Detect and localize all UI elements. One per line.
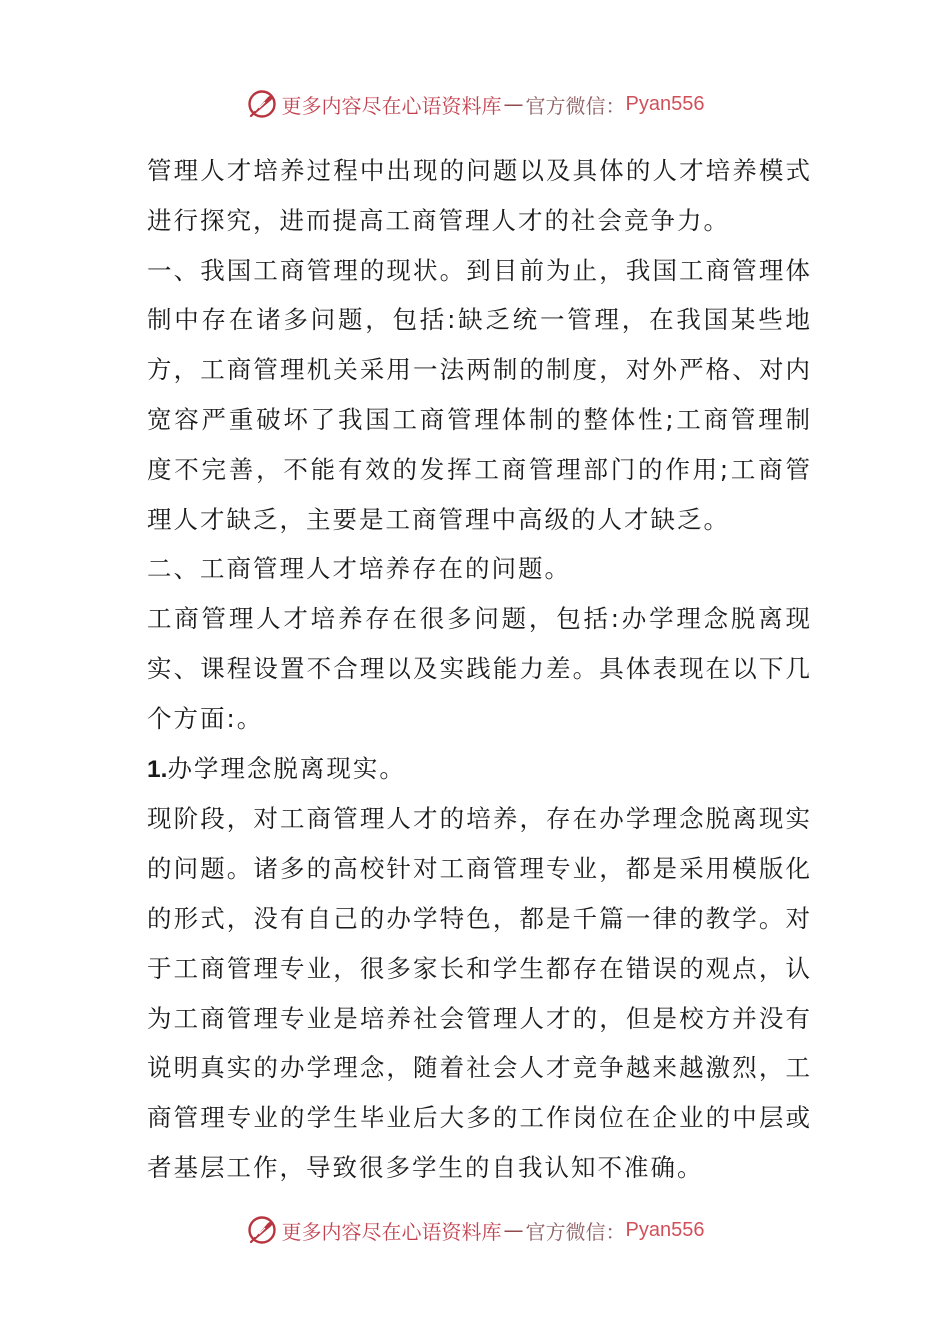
document-body — [147, 146, 812, 1193]
wechat-label: 官方微信： — [525, 1219, 626, 1244]
subheading-number: 1. — [147, 755, 168, 783]
site-name: 更多内容尽在心语资料库 — [281, 93, 502, 118]
separator-dash: — — [503, 92, 524, 116]
wechat-label: 官方微信： — [525, 93, 626, 118]
wechat-id: Pyan556 — [625, 92, 705, 115]
paragraph-intro: 管理人才培养过程中出现的问题以及具体的人才培养模式进行探究，进而提高工商管理人才的社会竞争力。 — [147, 156, 812, 235]
subheading-text: 办学理念脱离现实。 — [167, 753, 406, 783]
quill-pen-icon — [246, 1214, 278, 1246]
paragraph-problems: 工商管理人才培养存在很多问题，包括:办学理念脱离现实、课程设置不合理以及实践能力差。具体表现在以下几个方面:。 — [147, 604, 812, 733]
header-banner — [0, 84, 950, 124]
paragraph-detail: 现阶段，对工商管理人才的培养，存在办学理念脱离现实的问题。诸多的高校针对工商管理专业，都是采用模版化的形式，没有自己的办学特色，都是千篇一律的教学。对于工商管理专业，很多家长和学生都存在错误的观点，认为工商管理专业是培养社会管理人才的，但是校方并没有说明真实的办学理念，随着社会人才竞争越来越激烈，工商管理专业的学生毕业后大多的工作岗位在企业的中层或者基层工作，导致很多学生的自我认知不准确。 — [147, 804, 812, 1182]
paragraph-section-1: 一、我国工商管理的现状。到目前为止，我国工商管理体制中存在诸多问题，包括:缺乏统一管理，在我国某些地方，工商管理机关采用一法两制的制度，对外严格、对内宽容严重破坏了我国工商管理体制的整体性;工商管理制度不完善，不能有效的发挥工商管理部门的作用;工商管理人才缺乏，主要是工商管理中高级的人才缺乏。 — [147, 255, 812, 534]
subheading-1 — [147, 744, 812, 795]
wechat-id: Pyan556 — [625, 1218, 705, 1241]
site-name: 更多内容尽在心语资料库 — [281, 1219, 502, 1244]
section-heading-2: 二、工商管理人才培养存在的问题。 — [147, 554, 571, 584]
quill-pen-icon — [246, 88, 278, 120]
footer-banner — [0, 1210, 950, 1250]
separator-dash: — — [503, 1218, 524, 1242]
